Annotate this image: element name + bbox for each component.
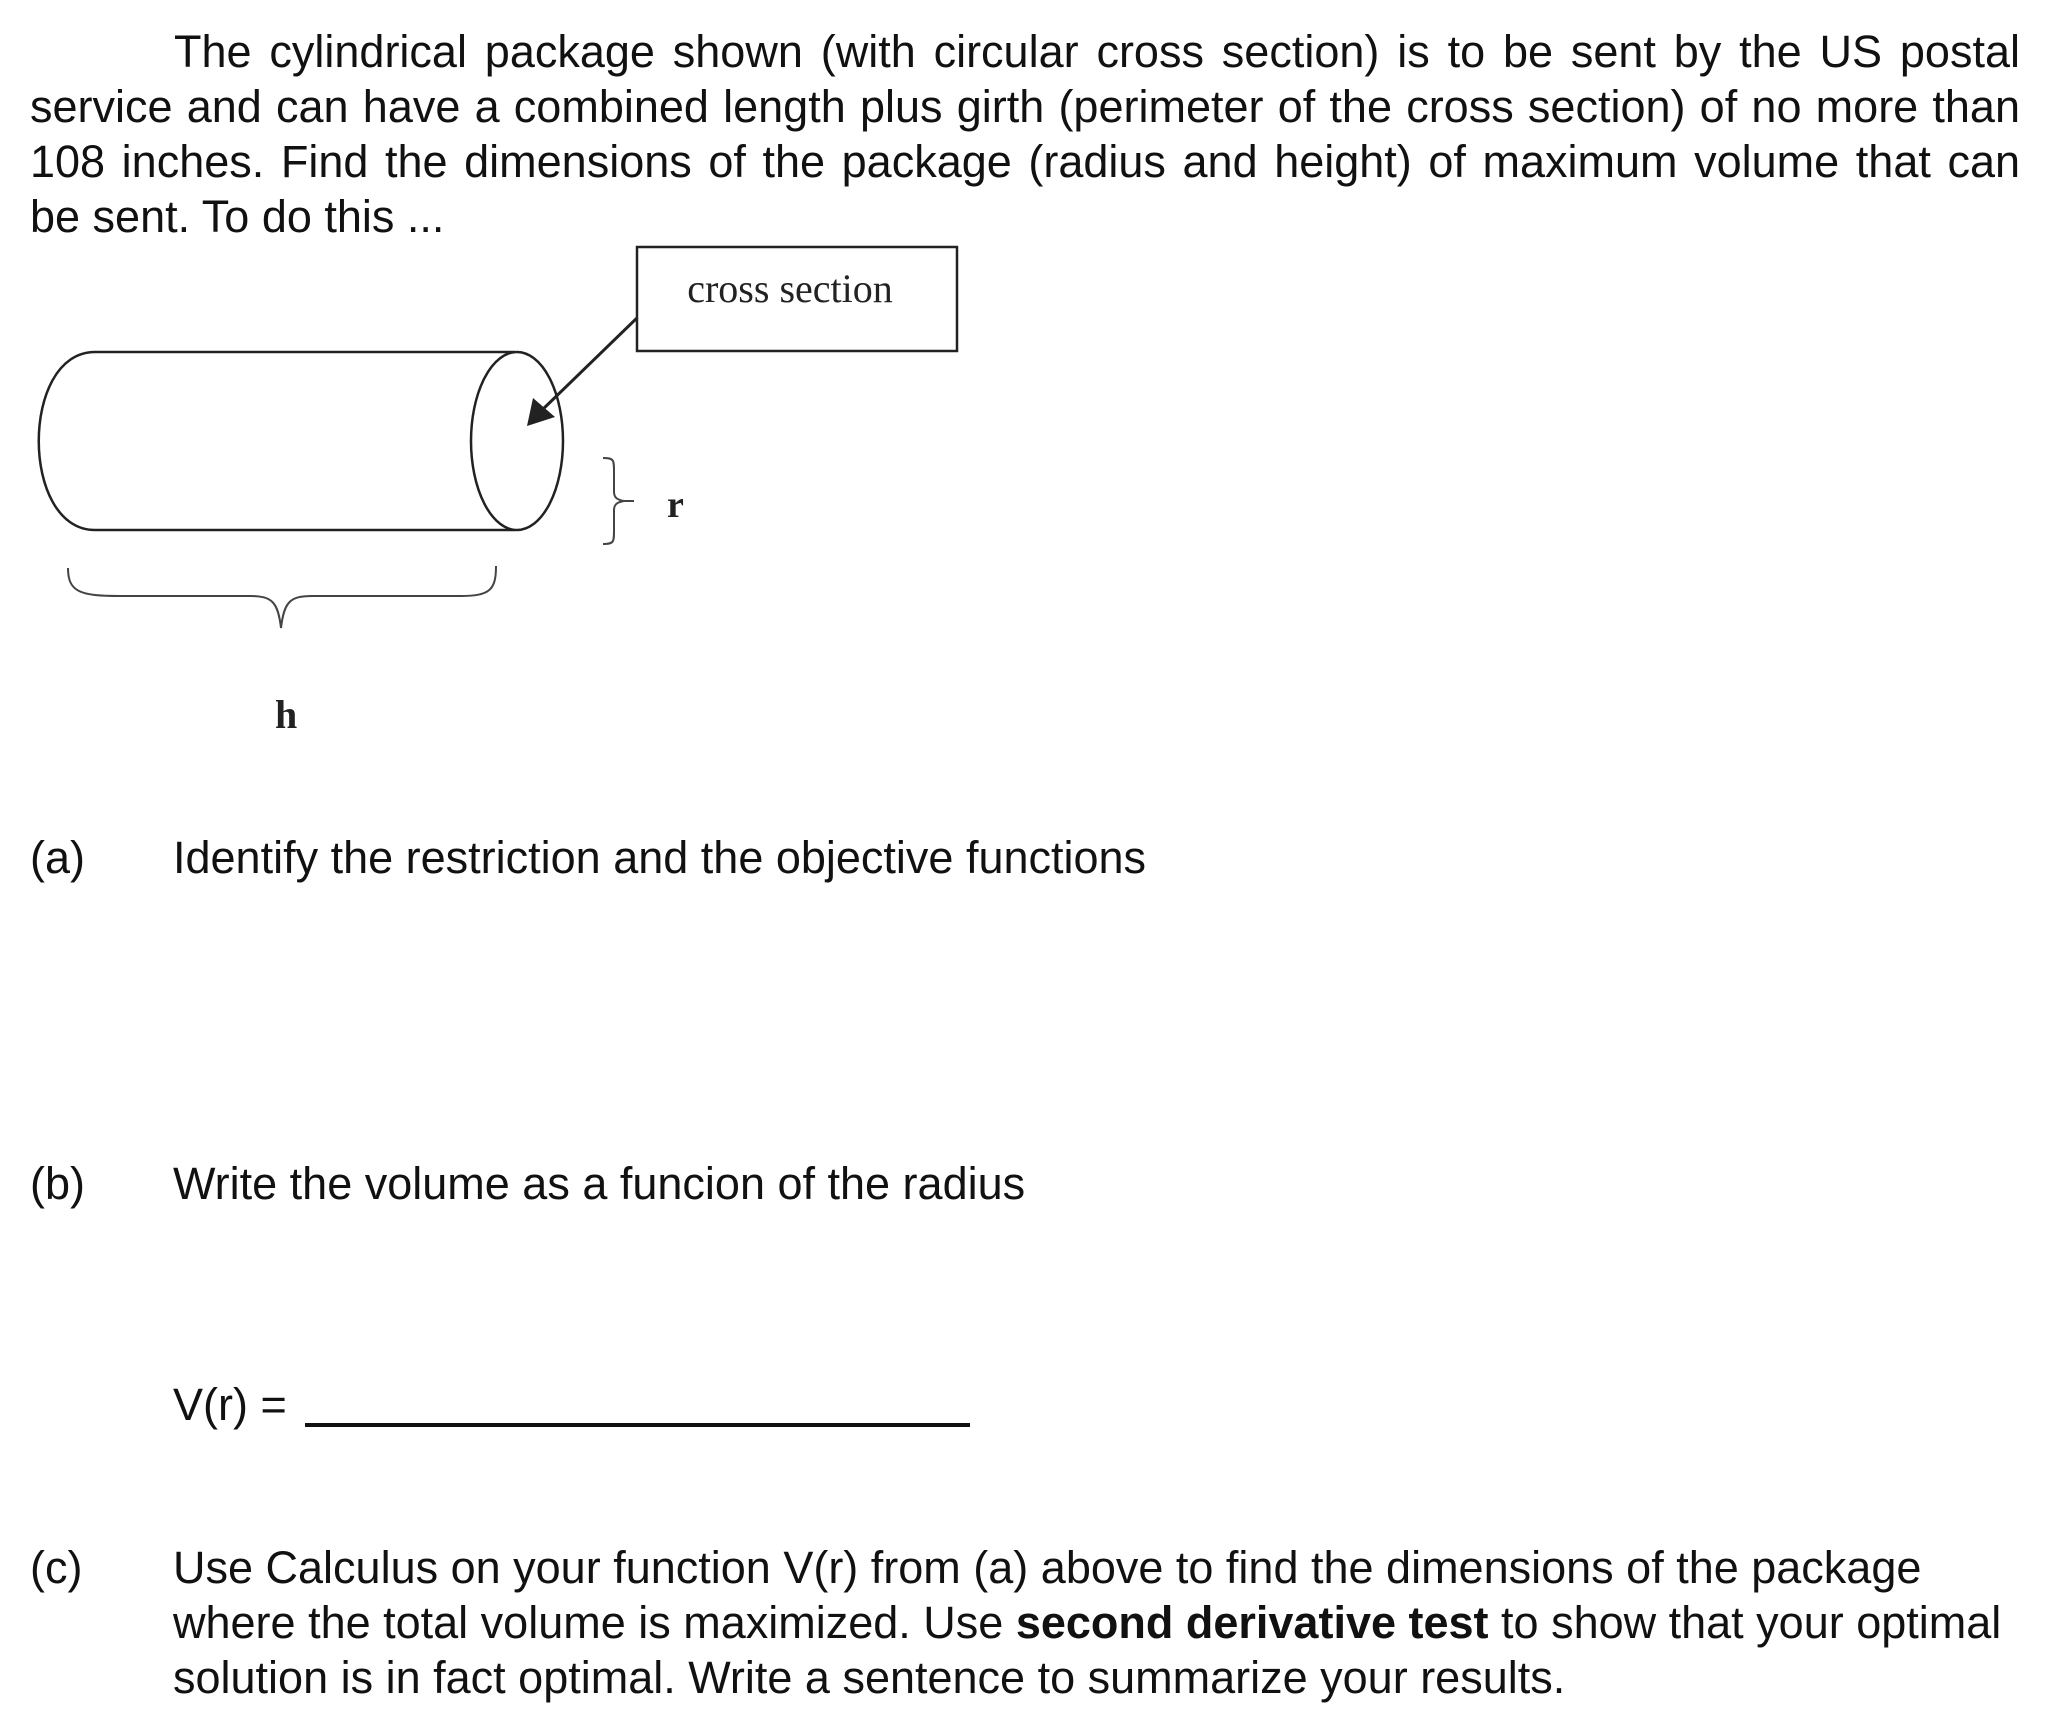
part-a-text: Identify the restriction and the objective functions bbox=[173, 832, 1147, 883]
cylinder-body bbox=[39, 352, 515, 530]
problem-statement: The cylindrical package shown (with circular cross section) is to be sent by the US postal service and can have a combined length plus girth (perimeter of the cross section) of no more than 108 inches. Find the dimensions of the package (radius and height) of maximum volume that can be sent. To do this ... bbox=[30, 26, 2020, 242]
part-b-text: Write the volume as a funcion of the radius bbox=[173, 1158, 1026, 1209]
height-label: h bbox=[275, 692, 298, 737]
part-c-letter: (c) bbox=[30, 1542, 83, 1593]
radius-label: r bbox=[667, 484, 684, 526]
part-c-bold-text: second derivative test bbox=[1015, 1597, 1489, 1648]
part-b-letter: (b) bbox=[30, 1158, 85, 1209]
height-brace bbox=[68, 566, 496, 628]
part-a-letter: (a) bbox=[30, 832, 85, 883]
part-c-text-before: Use Calculus on your function V(r) from (a) above to find the dimensions of the package where the total volume is maximized. Use bbox=[173, 1542, 1922, 1648]
callout-arrow-line bbox=[540, 318, 637, 412]
cylinder-figure bbox=[0, 240, 1000, 760]
part-c-text bbox=[173, 1540, 2046, 1705]
radius-brace bbox=[603, 458, 624, 544]
answer-blank-line bbox=[305, 1423, 970, 1427]
cylinder-diagram bbox=[0, 240, 1000, 760]
cross-section-ellipse bbox=[471, 352, 563, 530]
callout-label: cross section bbox=[687, 266, 893, 311]
part-c-text-after: to show that your optimal solution is in fact optimal. Write a sentence to summarize your results. bbox=[173, 1597, 2002, 1703]
answer-prefix: V(r) = bbox=[173, 1379, 287, 1430]
